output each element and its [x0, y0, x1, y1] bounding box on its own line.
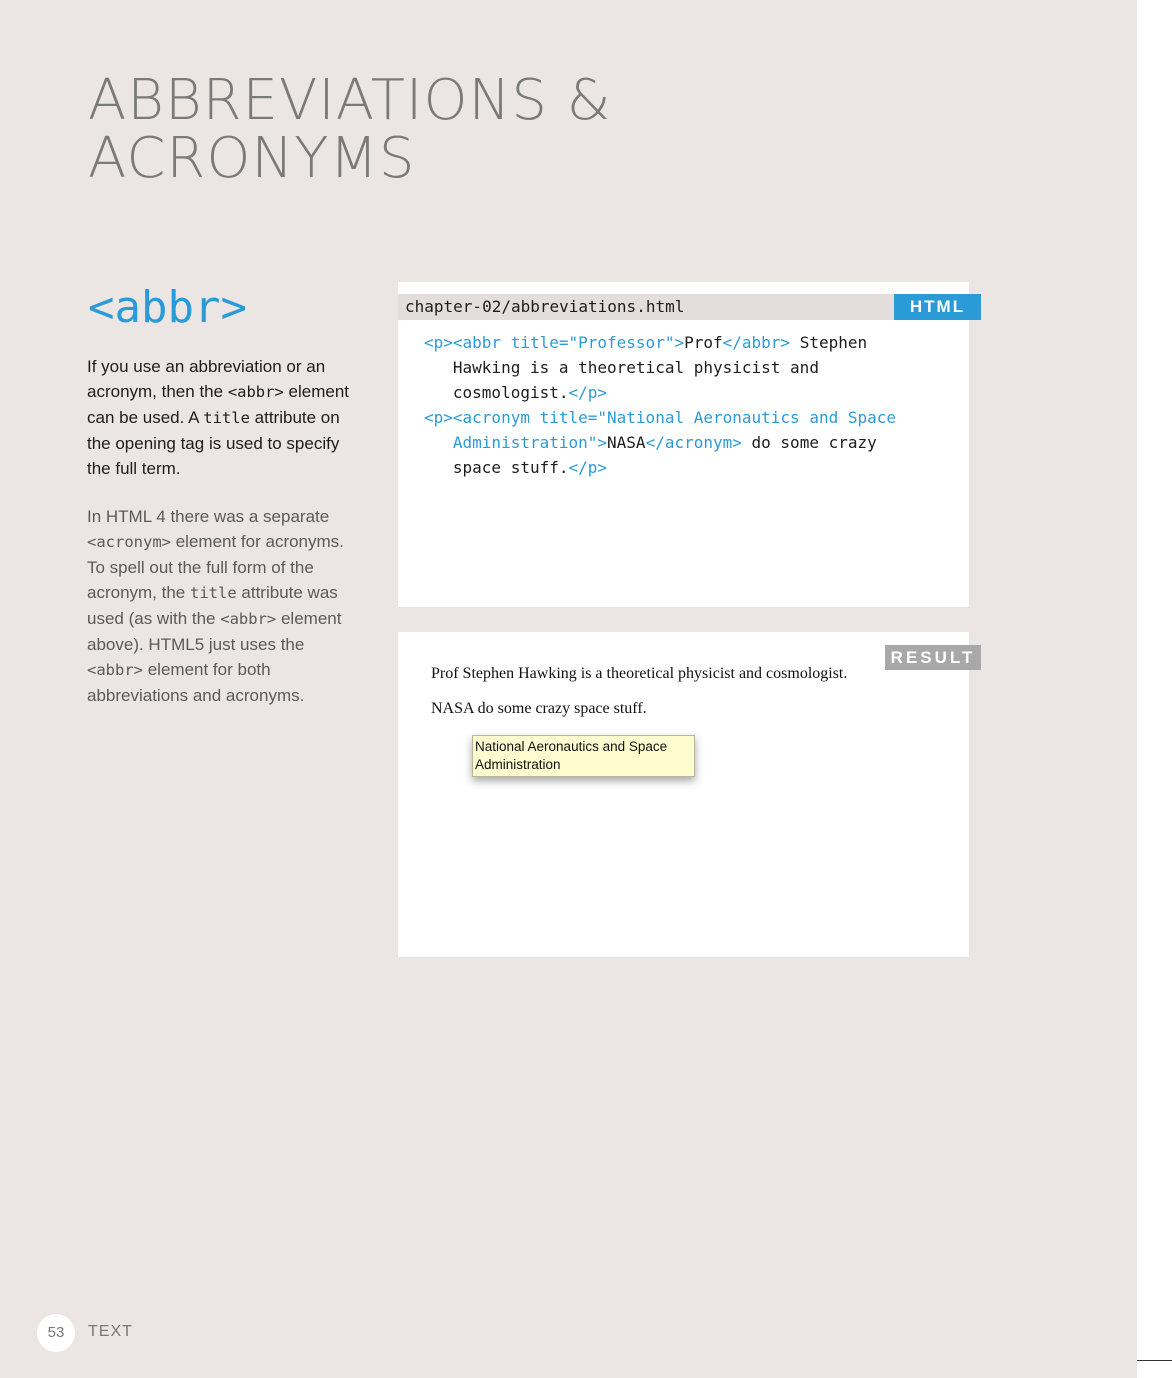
- code-text: space stuff.: [424, 458, 569, 477]
- code-tag: Administration">: [424, 433, 608, 452]
- body-paragraph: [87, 504, 352, 708]
- result-line-2: NASA do some crazy space stuff.: [431, 700, 647, 717]
- element-heading: <abbr>: [88, 282, 247, 333]
- filename: chapter-02/abbreviations.html: [405, 297, 685, 316]
- page-title: [88, 68, 788, 191]
- code-panel: [398, 282, 969, 607]
- code-text: cosmologist.: [424, 383, 569, 402]
- code-text: NASA: [607, 433, 646, 452]
- code-text: Prof: [684, 333, 723, 352]
- filename-bar: [398, 294, 981, 320]
- code-text: Hawking is a theoretical physicist and: [424, 358, 819, 377]
- code-tag: </acronym>: [645, 433, 742, 452]
- html-label: HTML: [894, 294, 981, 320]
- code-tag: </p>: [568, 458, 608, 477]
- inline-code: <abbr>: [220, 610, 277, 628]
- body-text: In HTML 4 there was a separate: [87, 507, 330, 526]
- section-name: TEXT: [88, 1323, 133, 1340]
- inline-code: <abbr>: [227, 383, 284, 401]
- lead-paragraph: [87, 354, 352, 481]
- lead-text: attribute on the opening tag is used to specify the full term.: [87, 408, 340, 478]
- page-edge-line: [1137, 1360, 1172, 1361]
- inline-code: <acronym>: [87, 533, 171, 551]
- code-block: [424, 330, 896, 480]
- inline-code: <abbr>: [87, 661, 143, 679]
- body-text: attribute was used (as with the: [87, 583, 338, 628]
- code-text: Stephen: [790, 333, 868, 352]
- page-number: 53: [37, 1314, 75, 1352]
- code-tag: <p><abbr title="Professor">: [424, 333, 685, 352]
- body-text: element for acronyms. To spell out the full form of the acronym, the: [87, 532, 344, 602]
- result-line-1: Prof Stephen Hawking is a theoretical physicist and cosmologist.: [431, 665, 848, 682]
- code-tag: </p>: [568, 383, 608, 402]
- inline-code: title: [203, 409, 250, 427]
- page-title-line1: ABBREVIATIONS &: [88, 68, 612, 133]
- lead-text: If you use an abbreviation or an acronym, then the: [87, 357, 326, 401]
- result-label: RESULT: [885, 645, 981, 670]
- lead-text: element can be used. A: [87, 382, 350, 427]
- code-tag: <p><acronym title="National Aeronautics and Space: [424, 408, 897, 427]
- code-text: do some crazy: [741, 433, 877, 452]
- inline-code: title: [190, 584, 237, 602]
- page-title-line2: ACRONYMS: [88, 126, 416, 191]
- code-tag: </abbr>: [722, 333, 791, 352]
- body-text: element above). HTML5 just uses the: [87, 609, 342, 654]
- acronym-tooltip: National Aeronautics and Space Administration: [472, 735, 695, 777]
- body-text: element for both abbreviations and acronyms.: [87, 660, 305, 705]
- result-panel: [398, 632, 976, 957]
